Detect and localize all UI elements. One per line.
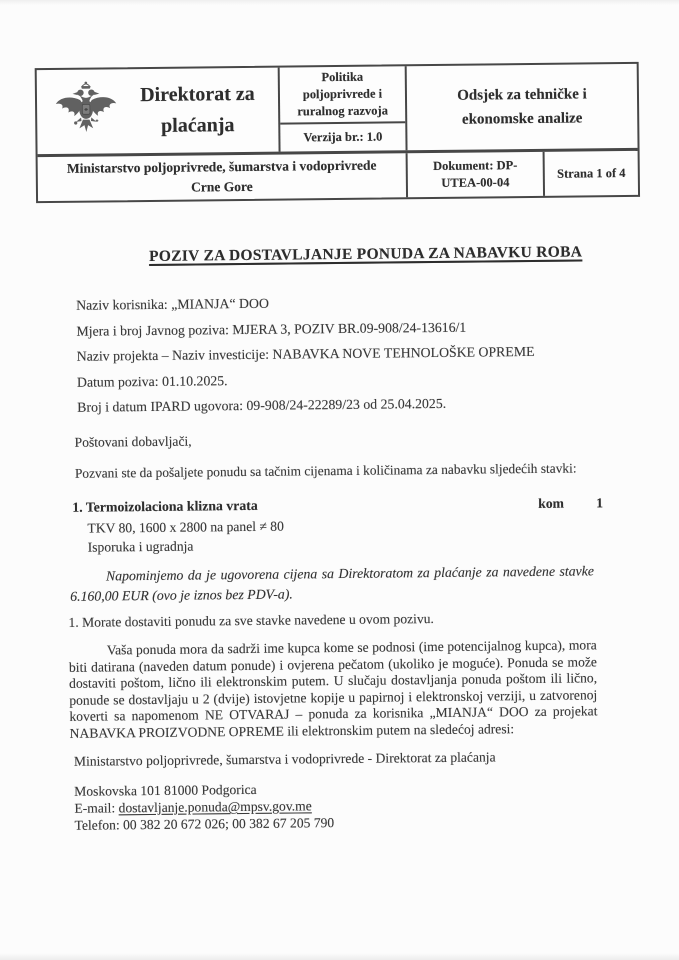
ipard-contract-line: Broj i datum IPARD ugovora: 09-908/24-22289/23 od 25.04.2025. bbox=[77, 396, 447, 416]
header-row-1 bbox=[37, 64, 638, 157]
item-spec: TKV 80, 1600 x 2800 na panel ≠ 80 bbox=[87, 518, 284, 536]
recipient-line: Ministarstvo poljoprivrede, šumarstva i vodoprivrede - Direktorat za plaćanja bbox=[73, 749, 496, 769]
item-title: 1. Termoizolaciona klizna vrata bbox=[72, 497, 258, 515]
contracted-price-note: Napominjemo da je ugovorena cijena sa Direktoratom za plaćanje za navedene stavke 6.160,00 EUR (ovo je iznos bez PDV-a). bbox=[70, 563, 595, 604]
requirement-line: 1. Morate dostaviti ponudu za sve stavke navedene u ovom pozivu. bbox=[68, 611, 434, 630]
department-cell: Odsjek za tehničke i ekonomske analize bbox=[457, 86, 587, 128]
scan-edge-bottom bbox=[0, 953, 679, 960]
measure-call-number-line: Mjera i broj Javnog poziva: MJERA 3, POZIV BR.09-908/24-13616/1 bbox=[76, 319, 467, 339]
address-line: Moskovska 101 81000 Podgorica bbox=[74, 781, 257, 799]
document-code-cell: Dokument: DP-UTEA-00-04 bbox=[408, 152, 545, 197]
ministry-cell: Ministarstvo poljoprivrede, šumarstva i vodoprivrede Crne Gore bbox=[38, 153, 408, 201]
page-number-cell: Strana 1 of 4 bbox=[557, 165, 626, 181]
procurement-item bbox=[72, 494, 618, 556]
version-label: Verzija br.: 1.0 bbox=[303, 129, 383, 145]
contact-block bbox=[74, 781, 334, 834]
header-table bbox=[35, 62, 640, 203]
directorate-cell bbox=[37, 68, 281, 155]
montenegro-coat-of-arms-icon bbox=[49, 79, 124, 144]
item-delivery: Isporuka i ugradnja bbox=[87, 538, 194, 555]
document-title bbox=[66, 243, 666, 267]
document-title-text: POZIV ZA DOSTAVLJANJE PONUDA ZA NABAVKU ROBA bbox=[148, 243, 583, 265]
salutation: Poštovani dobavljači, bbox=[74, 433, 192, 450]
beneficiary-name-line: Naziv korisnika: „MIANJA“ DOO bbox=[76, 295, 269, 313]
project-name-line: Naziv projekta – Naziv investicije: NABAVKA NOVE TEHNOLOŠKE OPREME bbox=[76, 344, 535, 364]
call-date-line: Datum poziva: 01.10.2025. bbox=[76, 372, 228, 390]
item-unit: kom bbox=[538, 495, 565, 511]
header-row-2 bbox=[38, 151, 638, 201]
directorate-title: Direktorat za plaćanja bbox=[140, 82, 255, 137]
call-details bbox=[76, 288, 535, 421]
policy-label: Politika poljoprivrede i ruralnog razvoja bbox=[280, 66, 406, 124]
intro-line: Pozvani ste da pošaljete ponudu sa tačnim cijenama i količinama za nabavku sljedećih stavki: bbox=[74, 460, 577, 481]
email-link[interactable]: dostavljanje.ponuda@mpsv.gov.me bbox=[118, 798, 312, 816]
policy-version-cell bbox=[280, 66, 408, 151]
email-label: E-mail: bbox=[74, 800, 116, 816]
submission-instructions: Vaša ponuda mora da sadrži ime kupca kome se podnosi (ime potencijalnog kupca), mora biti datirana (naveden datum ponude) i ovjerena pečatom (ukoliko je moguće). Ponuda se može dostaviti poštom, lično ili elektronskim putem. U slučaju dostavljanja ponuda poštom ili lično, ponude se dostavljaju u 2 (dvije) istovjetne kopije u papirnoj i elektronskoj verziji, u zatvorenoj koverti sa napomenom NE OTVARAJ – ponuda za korisnika „MIANJA“ DOO za projekat NABAVKA PROIZVODNE OPREME ili elektronskim putem na sledećoj adresi: bbox=[68, 637, 598, 741]
phone-line: Telefon: 00 382 20 672 026; 00 382 67 205 790 bbox=[74, 814, 335, 833]
email-line bbox=[74, 798, 334, 818]
item-quantity: 1 bbox=[596, 495, 604, 511]
